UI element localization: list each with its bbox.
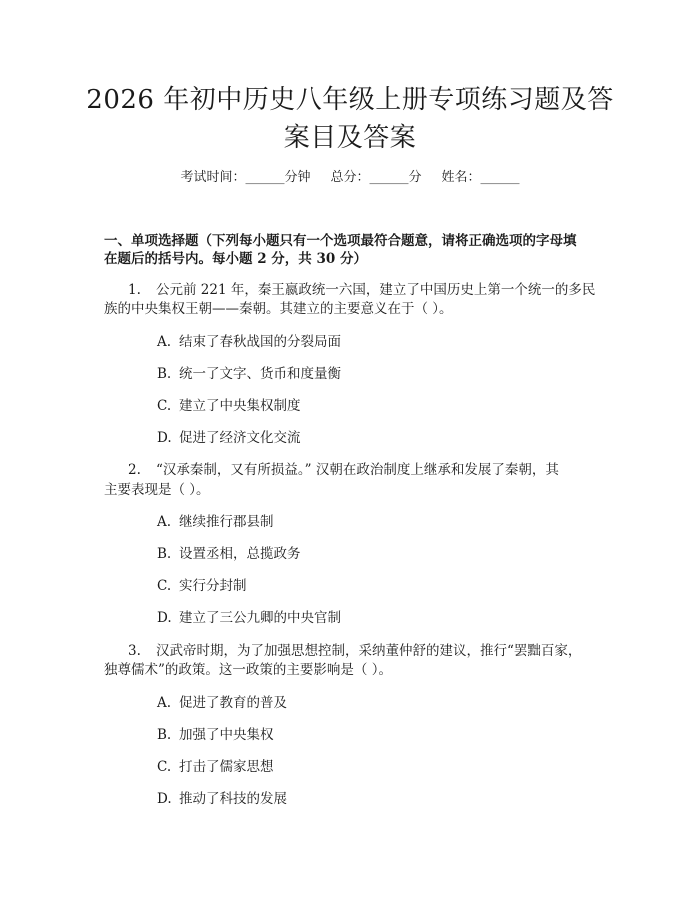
question-number: 1.: [128, 282, 141, 298]
option-text: 实行分封制: [179, 578, 247, 594]
exam-meta: [0, 168, 700, 188]
question-2-option-b: [157, 543, 301, 565]
option-text: 建立了三公九卿的中央官制: [179, 610, 341, 626]
option-label: C.: [157, 398, 172, 414]
option-text: 继续推行郡县制: [179, 514, 274, 530]
page-title-line1: 2026 年初中历史八年级上册专项练习题及答: [86, 85, 614, 115]
section-heading-line2: 在题后的括号内。每小题 2 分，共 30 分）: [104, 251, 367, 267]
question-1-option-d: [157, 427, 301, 449]
question-text: 汉武帝时期，为了加强思想控制，采纳董仲舒的建议，推行“罢黜百家，: [156, 643, 582, 659]
option-label: D.: [157, 610, 172, 626]
exam-score: 总分：______分: [330, 170, 422, 185]
question-2-option-a: [157, 511, 274, 533]
option-text: 加强了中央集权: [179, 727, 274, 743]
option-label: D.: [157, 430, 172, 446]
option-text: 建立了中央集权制度: [179, 398, 301, 414]
question-1-line2: 族的中央集权王朝——秦朝。其建立的主要意义在于（ ）。: [104, 301, 453, 317]
question-2-line2: 主要表现是（ ）。: [104, 482, 210, 498]
option-text: 设置丞相，总揽政务: [179, 546, 301, 562]
question-3-option-d: [157, 788, 287, 810]
question-1-option-c: [157, 395, 301, 417]
section-heading-line1: 一、单项选择题（下列每小题只有一个选项最符合题意，请将正确选项的字母填: [104, 233, 577, 249]
option-text: 结束了春秋战国的分裂局面: [179, 334, 341, 350]
option-label: D.: [157, 791, 172, 807]
option-text: 促进了教育的普及: [179, 695, 287, 711]
question-2-line1: [104, 459, 604, 481]
option-text: 打击了儒家思想: [179, 759, 274, 775]
option-label: C.: [157, 578, 172, 594]
student-name: 姓名：______: [441, 170, 520, 185]
option-label: B.: [157, 366, 172, 382]
option-text: 统一了文字、货币和度量衡: [179, 366, 341, 382]
question-text: “汉承秦制，又有所损益。” 汉朝在政治制度上继承和发展了秦朝，其: [156, 462, 559, 478]
question-3-line2: 独尊儒术”的政策。这一政策的主要影响是（ ）。: [104, 662, 392, 678]
question-text: 公元前 221 年，秦王嬴政统一六国，建立了中国历史上第一个统一的多民: [156, 282, 596, 298]
exam-time: 考试时间：______分钟: [180, 170, 311, 185]
question-number: 2.: [128, 462, 141, 478]
question-3-option-b: [157, 724, 274, 746]
option-label: B.: [157, 546, 172, 562]
option-label: A.: [157, 695, 172, 711]
question-3-option-c: [157, 756, 274, 778]
question-1-option-a: [157, 331, 341, 353]
option-text: 推动了科技的发展: [179, 791, 287, 807]
option-label: B.: [157, 727, 172, 743]
question-3-option-a: [157, 692, 287, 714]
question-2-option-c: [157, 575, 247, 597]
option-label: A.: [157, 514, 172, 530]
page-title-line2: 案目及答案: [283, 123, 417, 153]
question-1-option-b: [157, 363, 341, 385]
question-2-option-d: [157, 607, 341, 629]
question-number: 3.: [128, 643, 141, 659]
option-text: 促进了经济文化交流: [179, 430, 301, 446]
option-label: A.: [157, 334, 172, 350]
option-label: C.: [157, 759, 172, 775]
